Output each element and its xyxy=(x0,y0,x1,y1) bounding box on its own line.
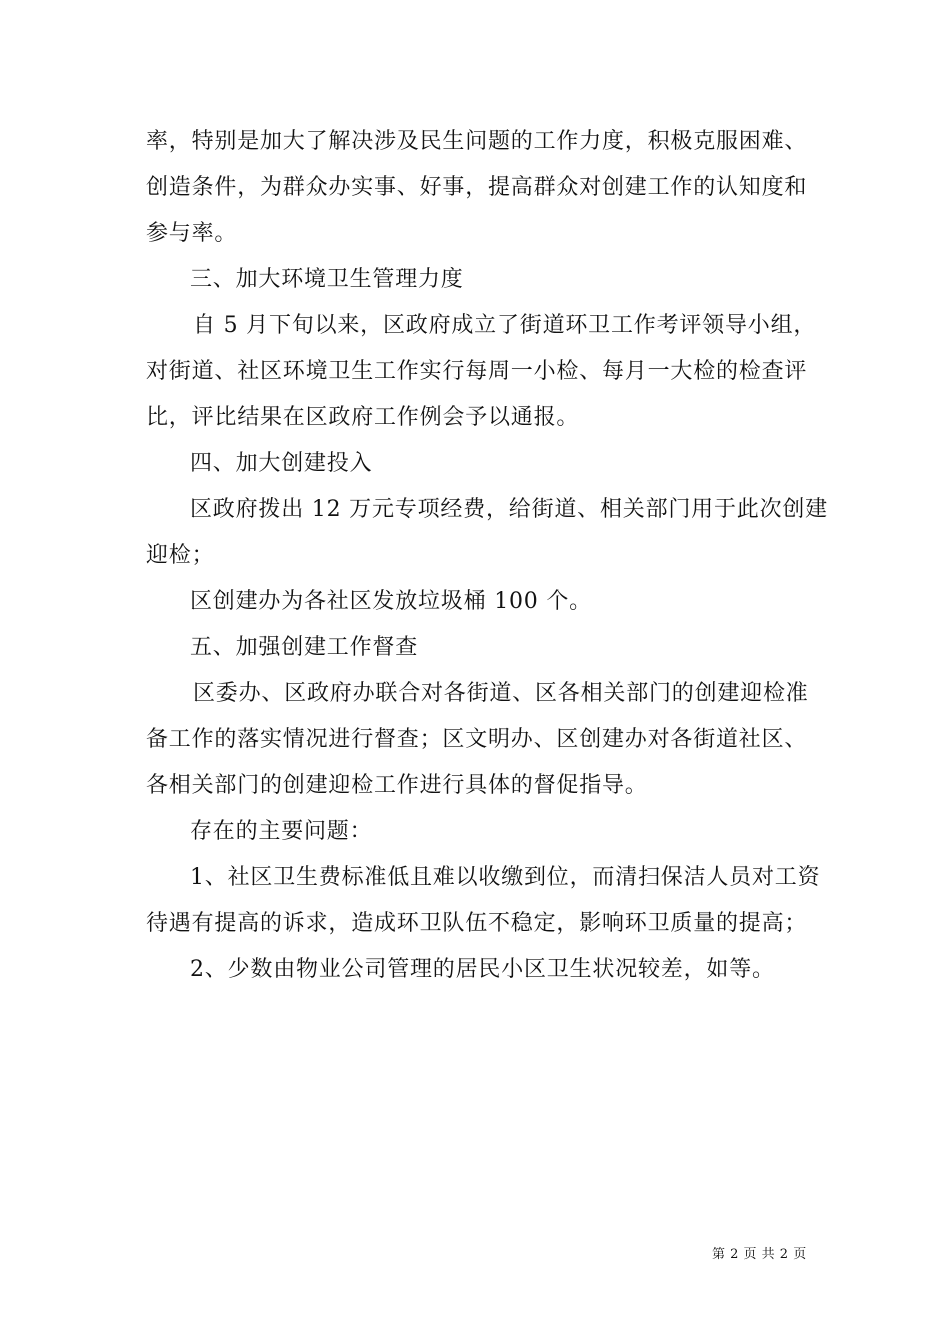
body-line: 自 5 月下旬以来，区政府成立了街道环卫工作考评领导小组， xyxy=(193,313,817,338)
body-line: 区政府拨出 12 万元专项经费，给街道、相关部门用于此次创建 xyxy=(190,497,828,522)
body-line: 率，特别是加大了解决涉及民生问题的工作力度，积极克服困难、 xyxy=(146,129,808,154)
section-heading-4: 四、加大创建投入 xyxy=(190,451,373,476)
page-number-footer: 第 2 页 共 2 页 xyxy=(712,1247,807,1262)
issues-heading: 存在的主要问题： xyxy=(190,819,373,844)
body-line: 区委办、区政府办联合对各街道、区各相关部门的创建迎检准 xyxy=(193,681,809,706)
body-line: 各相关部门的创建迎检工作进行具体的督促指导。 xyxy=(146,773,648,798)
document-body xyxy=(146,119,828,993)
body-line: 迎检； xyxy=(146,543,215,568)
body-line: 比，评比结果在区政府工作例会予以通报。 xyxy=(146,405,580,430)
body-line: 区创建办为各社区发放垃圾桶 100 个。 xyxy=(190,589,592,614)
body-line: 待遇有提高的诉求，造成环卫队伍不稳定，影响环卫质量的提高； xyxy=(146,911,808,936)
body-line: 备工作的落实情况进行督查；区文明办、区创建办对各街道社区、 xyxy=(146,727,808,752)
body-line: 创造条件，为群众办实事、好事，提高群众对创建工作的认知度和 xyxy=(146,175,808,200)
section-heading-5: 五、加强创建工作督查 xyxy=(190,635,419,660)
section-heading-3: 三、加大环境卫生管理力度 xyxy=(190,267,464,292)
body-line: 对街道、社区环境卫生工作实行每周一小检、每月一大检的检查评 xyxy=(146,359,808,384)
body-line: 2、少数由物业公司管理的居民小区卫生状况较差，如等。 xyxy=(190,957,775,982)
body-line: 参与率。 xyxy=(146,221,238,246)
body-line: 1、社区卫生费标准低且难以收缴到位，而清扫保洁人员对工资 xyxy=(190,865,821,890)
